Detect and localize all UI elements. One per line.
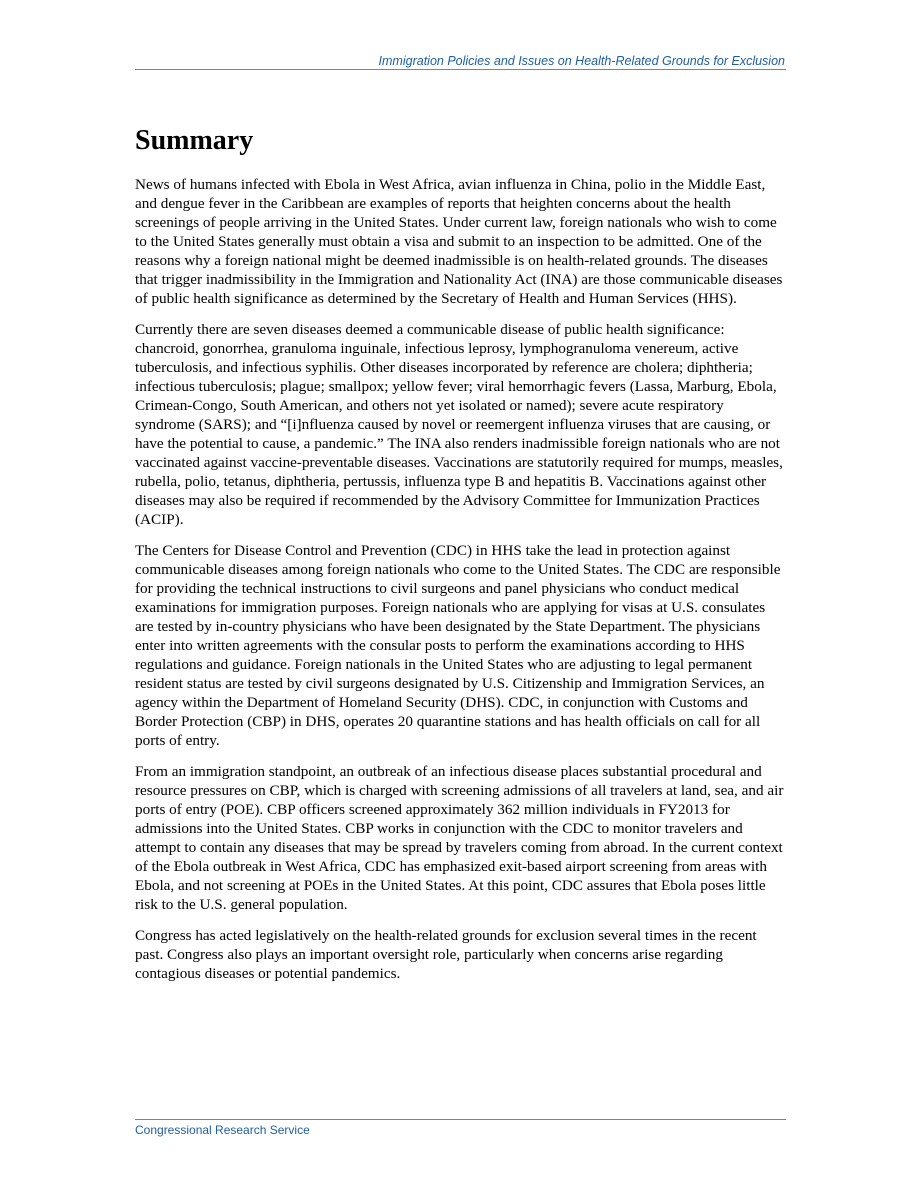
section-title: Summary: [135, 125, 254, 156]
paragraph: The Centers for Disease Control and Prevention (CDC) in HHS take the lead in protection against communicable diseases among foreign nationals who come to the United States. The CDC are responsible for providing the technical instructions to civil surgeons and panel physicians who conduct medical examinations for immigration purposes. Foreign nationals who are applying for visas at U.S. consulates are tested by in-country physicians who have been designated by the State Department. The physicians enter into written agreements with the consular posts to perform the examinations according to HHS regulations and guidance. Foreign nationals in the United States who are adjusting to legal permanent resident status are tested by civil surgeons designated by U.S. Citizenship and Immigration Services, an agency within the Department of Homeland Security (DHS). CDC, in conjunction with Customs and Border Protection (CBP) in DHS, operates 20 quarantine stations and has health officials on call for all ports of entry.: [135, 542, 781, 749]
paragraph: News of humans infected with Ebola in West Africa, avian influenza in China, polio in the Middle East, and dengue fever in the Caribbean are examples of reports that heighten concerns about the health screenings of people arriving in the United States. Under current law, foreign nationals who wish to come to the United States generally must obtain a visa and submit to an inspection to be admitted. One of the reasons why a foreign national might be deemed inadmissible is on health-related grounds. The diseases that trigger inadmissibility in the Immigration and Nationality Act (INA) are those communicable diseases of public health significance as determined by the Secretary of Health and Human Services (HHS).: [135, 176, 783, 307]
footer-organization: Congressional Research Service: [135, 1123, 310, 1137]
paragraph: Congress has acted legislatively on the health-related grounds for exclusion several times in the recent past. Congress also plays an important oversight role, particularly when concerns arise regarding contagious diseases or potential pandemics.: [135, 927, 757, 982]
paragraph: Currently there are seven diseases deemed a communicable disease of public health significance: chancroid, gonorrhea, granuloma inguinale, infectious leprosy, lymphogranuloma venereum, active tuberculosis, and infectious syphilis. Other diseases incorporated by reference are cholera; diphtheria; infectious tuberculosis; plague; smallpox; yellow fever; viral hemorrhagic fevers (Lassa, Marburg, Ebola, Crimean-Congo, South American, and others not yet isolated or named); severe acute respiratory syndrome (SARS); and “[i]nfluenza caused by novel or reemergent influenza viruses that are causing, or have the potential to cause, a pandemic.” The INA also renders inadmissible foreign nationals who are not vaccinated against vaccine-preventable diseases. Vaccinations are statutorily required for mumps, measles, rubella, polio, tetanus, diphtheria, pertussis, influenza type B and hepatitis B. Vaccinations against other diseases may also be required if recommended by the Advisory Committee for Immunization Practices (ACIP).: [135, 321, 783, 528]
summary-body: [135, 175, 787, 995]
header-rule: [135, 69, 786, 70]
paragraph: From an immigration standpoint, an outbreak of an infectious disease places substantial procedural and resource pressures on CBP, which is charged with screening admissions of all travelers at land, sea, and air ports of entry (POE). CBP officers screened approximately 362 million individuals in FY2013 for admissions into the United States. CBP works in conjunction with the CDC to monitor travelers and attempt to contain any diseases that may be spread by travelers coming from abroad. In the current context of the Ebola outbreak in West Africa, CDC has emphasized exit-based airport screening from areas with Ebola, and not screening at POEs in the United States. At this point, CDC assures that Ebola poses little risk to the U.S. general population.: [135, 763, 784, 913]
running-header: Immigration Policies and Issues on Health-Related Grounds for Exclusion: [378, 54, 785, 68]
footer-rule: [135, 1119, 786, 1120]
